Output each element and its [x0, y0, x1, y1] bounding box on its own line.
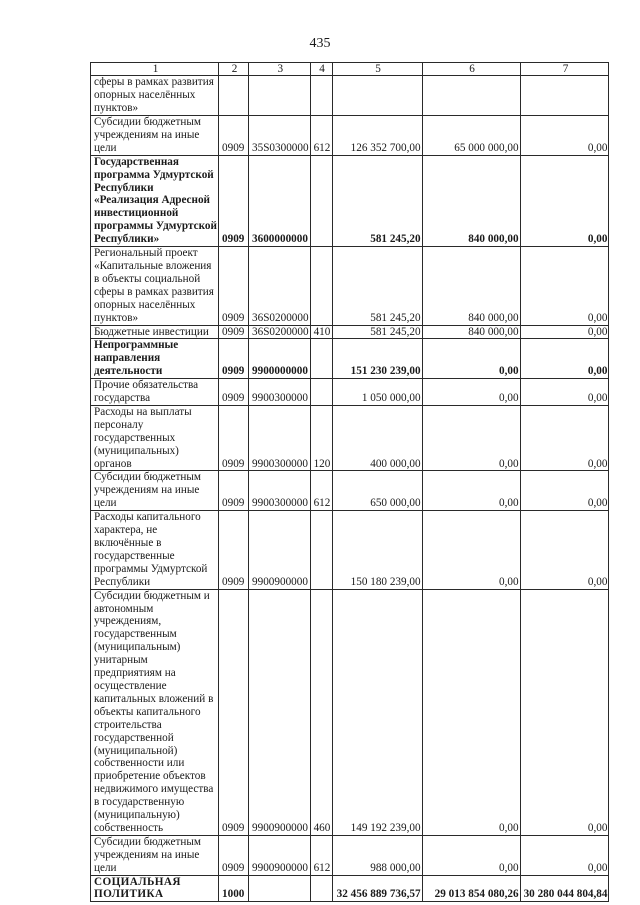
target-code: 3600000000 — [249, 155, 311, 246]
table-row-total — [91, 875, 609, 902]
amount-year-2: 840 000,00 — [422, 325, 520, 339]
expense-type: 612 — [310, 471, 332, 511]
target-code: 9900300000 — [249, 471, 311, 511]
section-code: 0909 — [219, 339, 249, 379]
row-name: Субсидии бюджетным учреждениям на иные цели — [91, 835, 219, 875]
row-name: Региональный проект «Капитальные вложения в объекты социальной сферы в рамках развития опорных населённых пунктов» — [91, 247, 219, 325]
section-code: 0909 — [219, 116, 249, 156]
row-name: Субсидии бюджетным и автономным учреждениям, государственным (муниципальным) унитарным предприятиям на осуществление капитальных вложений в объекты капитального строительства государственной (муниципальной) собственности или приобретение объектов недвижимого имущества в государственную (муниципальную) собственность — [91, 589, 219, 835]
section-code: 0909 — [219, 325, 249, 339]
section-code: 0909 — [219, 471, 249, 511]
amount-year-3: 0,00 — [520, 247, 609, 325]
amount-year-3: 0,00 — [520, 155, 609, 246]
amount-year-1 — [332, 76, 422, 116]
amount-year-3: 0,00 — [520, 589, 609, 835]
amount-year-1: 32 456 889 736,57 — [332, 875, 422, 902]
amount-year-2 — [422, 76, 520, 116]
row-name: СОЦИАЛЬНАЯ ПОЛИТИКА — [91, 875, 219, 902]
table-row — [91, 471, 609, 511]
expense-type — [310, 511, 332, 589]
row-name: Государственная программа Удмуртской Республики «Реализация Адресной инвестиционной программы Удмуртской Республики» — [91, 155, 219, 246]
section-code: 0909 — [219, 835, 249, 875]
table-header-row — [91, 63, 609, 76]
table-row — [91, 511, 609, 589]
amount-year-1: 988 000,00 — [332, 835, 422, 875]
amount-year-3: 30 280 044 804,84 — [520, 875, 609, 902]
table-row — [91, 835, 609, 875]
expense-type — [310, 339, 332, 379]
row-name: Субсидии бюджетным учреждениям на иные цели — [91, 116, 219, 156]
expense-type: 460 — [310, 589, 332, 835]
expense-type — [310, 76, 332, 116]
expense-type — [310, 247, 332, 325]
target-code: 35S0300000 — [249, 116, 311, 156]
column-header: 4 — [310, 63, 332, 76]
amount-year-1: 400 000,00 — [332, 405, 422, 471]
amount-year-1: 1 050 000,00 — [332, 379, 422, 406]
amount-year-2: 29 013 854 080,26 — [422, 875, 520, 902]
column-header: 3 — [249, 63, 311, 76]
amount-year-3: 0,00 — [520, 511, 609, 589]
target-code — [249, 875, 311, 902]
column-header: 2 — [219, 63, 249, 76]
amount-year-1: 581 245,20 — [332, 247, 422, 325]
expense-type: 410 — [310, 325, 332, 339]
table-row — [91, 76, 609, 116]
expense-type — [310, 875, 332, 902]
amount-year-1: 150 180 239,00 — [332, 511, 422, 589]
target-code: 9900000000 — [249, 339, 311, 379]
target-code — [249, 76, 311, 116]
row-name: Субсидии бюджетным учреждениям на иные цели — [91, 471, 219, 511]
amount-year-2: 0,00 — [422, 471, 520, 511]
section-code: 0909 — [219, 155, 249, 246]
table-row — [91, 379, 609, 406]
amount-year-2: 840 000,00 — [422, 155, 520, 246]
expense-type: 120 — [310, 405, 332, 471]
amount-year-2: 0,00 — [422, 511, 520, 589]
amount-year-2: 0,00 — [422, 835, 520, 875]
amount-year-3: 0,00 — [520, 116, 609, 156]
expense-type — [310, 379, 332, 406]
table-row — [91, 325, 609, 339]
row-name: Прочие обязательства государства — [91, 379, 219, 406]
budget-table — [90, 62, 609, 902]
amount-year-3: 0,00 — [520, 325, 609, 339]
section-code — [219, 76, 249, 116]
target-code: 36S0200000 — [249, 247, 311, 325]
table-row — [91, 589, 609, 835]
table-row — [91, 247, 609, 325]
column-header: 7 — [520, 63, 609, 76]
amount-year-1: 581 245,20 — [332, 155, 422, 246]
table-row — [91, 405, 609, 471]
amount-year-3: 0,00 — [520, 379, 609, 406]
section-code: 0909 — [219, 379, 249, 406]
target-code: 9900300000 — [249, 379, 311, 406]
amount-year-3: 0,00 — [520, 339, 609, 379]
amount-year-2: 0,00 — [422, 379, 520, 406]
expense-type — [310, 155, 332, 246]
table-row — [91, 116, 609, 156]
amount-year-3: 0,00 — [520, 835, 609, 875]
amount-year-2: 0,00 — [422, 589, 520, 835]
table-row — [91, 339, 609, 379]
column-header: 6 — [422, 63, 520, 76]
amount-year-3: 0,00 — [520, 405, 609, 471]
amount-year-1: 650 000,00 — [332, 471, 422, 511]
amount-year-2: 0,00 — [422, 339, 520, 379]
page-number: 435 — [309, 36, 331, 51]
row-name: Непрограммные направления деятельности — [91, 339, 219, 379]
amount-year-2: 65 000 000,00 — [422, 116, 520, 156]
amount-year-2: 840 000,00 — [422, 247, 520, 325]
amount-year-2: 0,00 — [422, 405, 520, 471]
amount-year-3 — [520, 76, 609, 116]
row-name: Расходы на выплаты персоналу государственных (муниципальных) органов — [91, 405, 219, 471]
amount-year-3: 0,00 — [520, 471, 609, 511]
amount-year-1: 581 245,20 — [332, 325, 422, 339]
amount-year-1: 149 192 239,00 — [332, 589, 422, 835]
amount-year-1: 126 352 700,00 — [332, 116, 422, 156]
section-code: 0909 — [219, 405, 249, 471]
column-header: 5 — [332, 63, 422, 76]
section-code: 0909 — [219, 511, 249, 589]
target-code: 36S0200000 — [249, 325, 311, 339]
section-code: 1000 — [219, 875, 249, 902]
row-name: сферы в рамках развития опорных населённых пунктов» — [91, 76, 219, 116]
section-code: 0909 — [219, 247, 249, 325]
section-code: 0909 — [219, 589, 249, 835]
row-name: Бюджетные инвестиции — [91, 325, 219, 339]
table-row — [91, 155, 609, 246]
expense-type: 612 — [310, 116, 332, 156]
row-name: Расходы капитального характера, не включённые в государственные программы Удмуртской Республики — [91, 511, 219, 589]
target-code: 9900900000 — [249, 589, 311, 835]
target-code: 9900300000 — [249, 405, 311, 471]
column-header: 1 — [91, 63, 219, 76]
target-code: 9900900000 — [249, 511, 311, 589]
target-code: 9900900000 — [249, 835, 311, 875]
amount-year-1: 151 230 239,00 — [332, 339, 422, 379]
expense-type: 612 — [310, 835, 332, 875]
